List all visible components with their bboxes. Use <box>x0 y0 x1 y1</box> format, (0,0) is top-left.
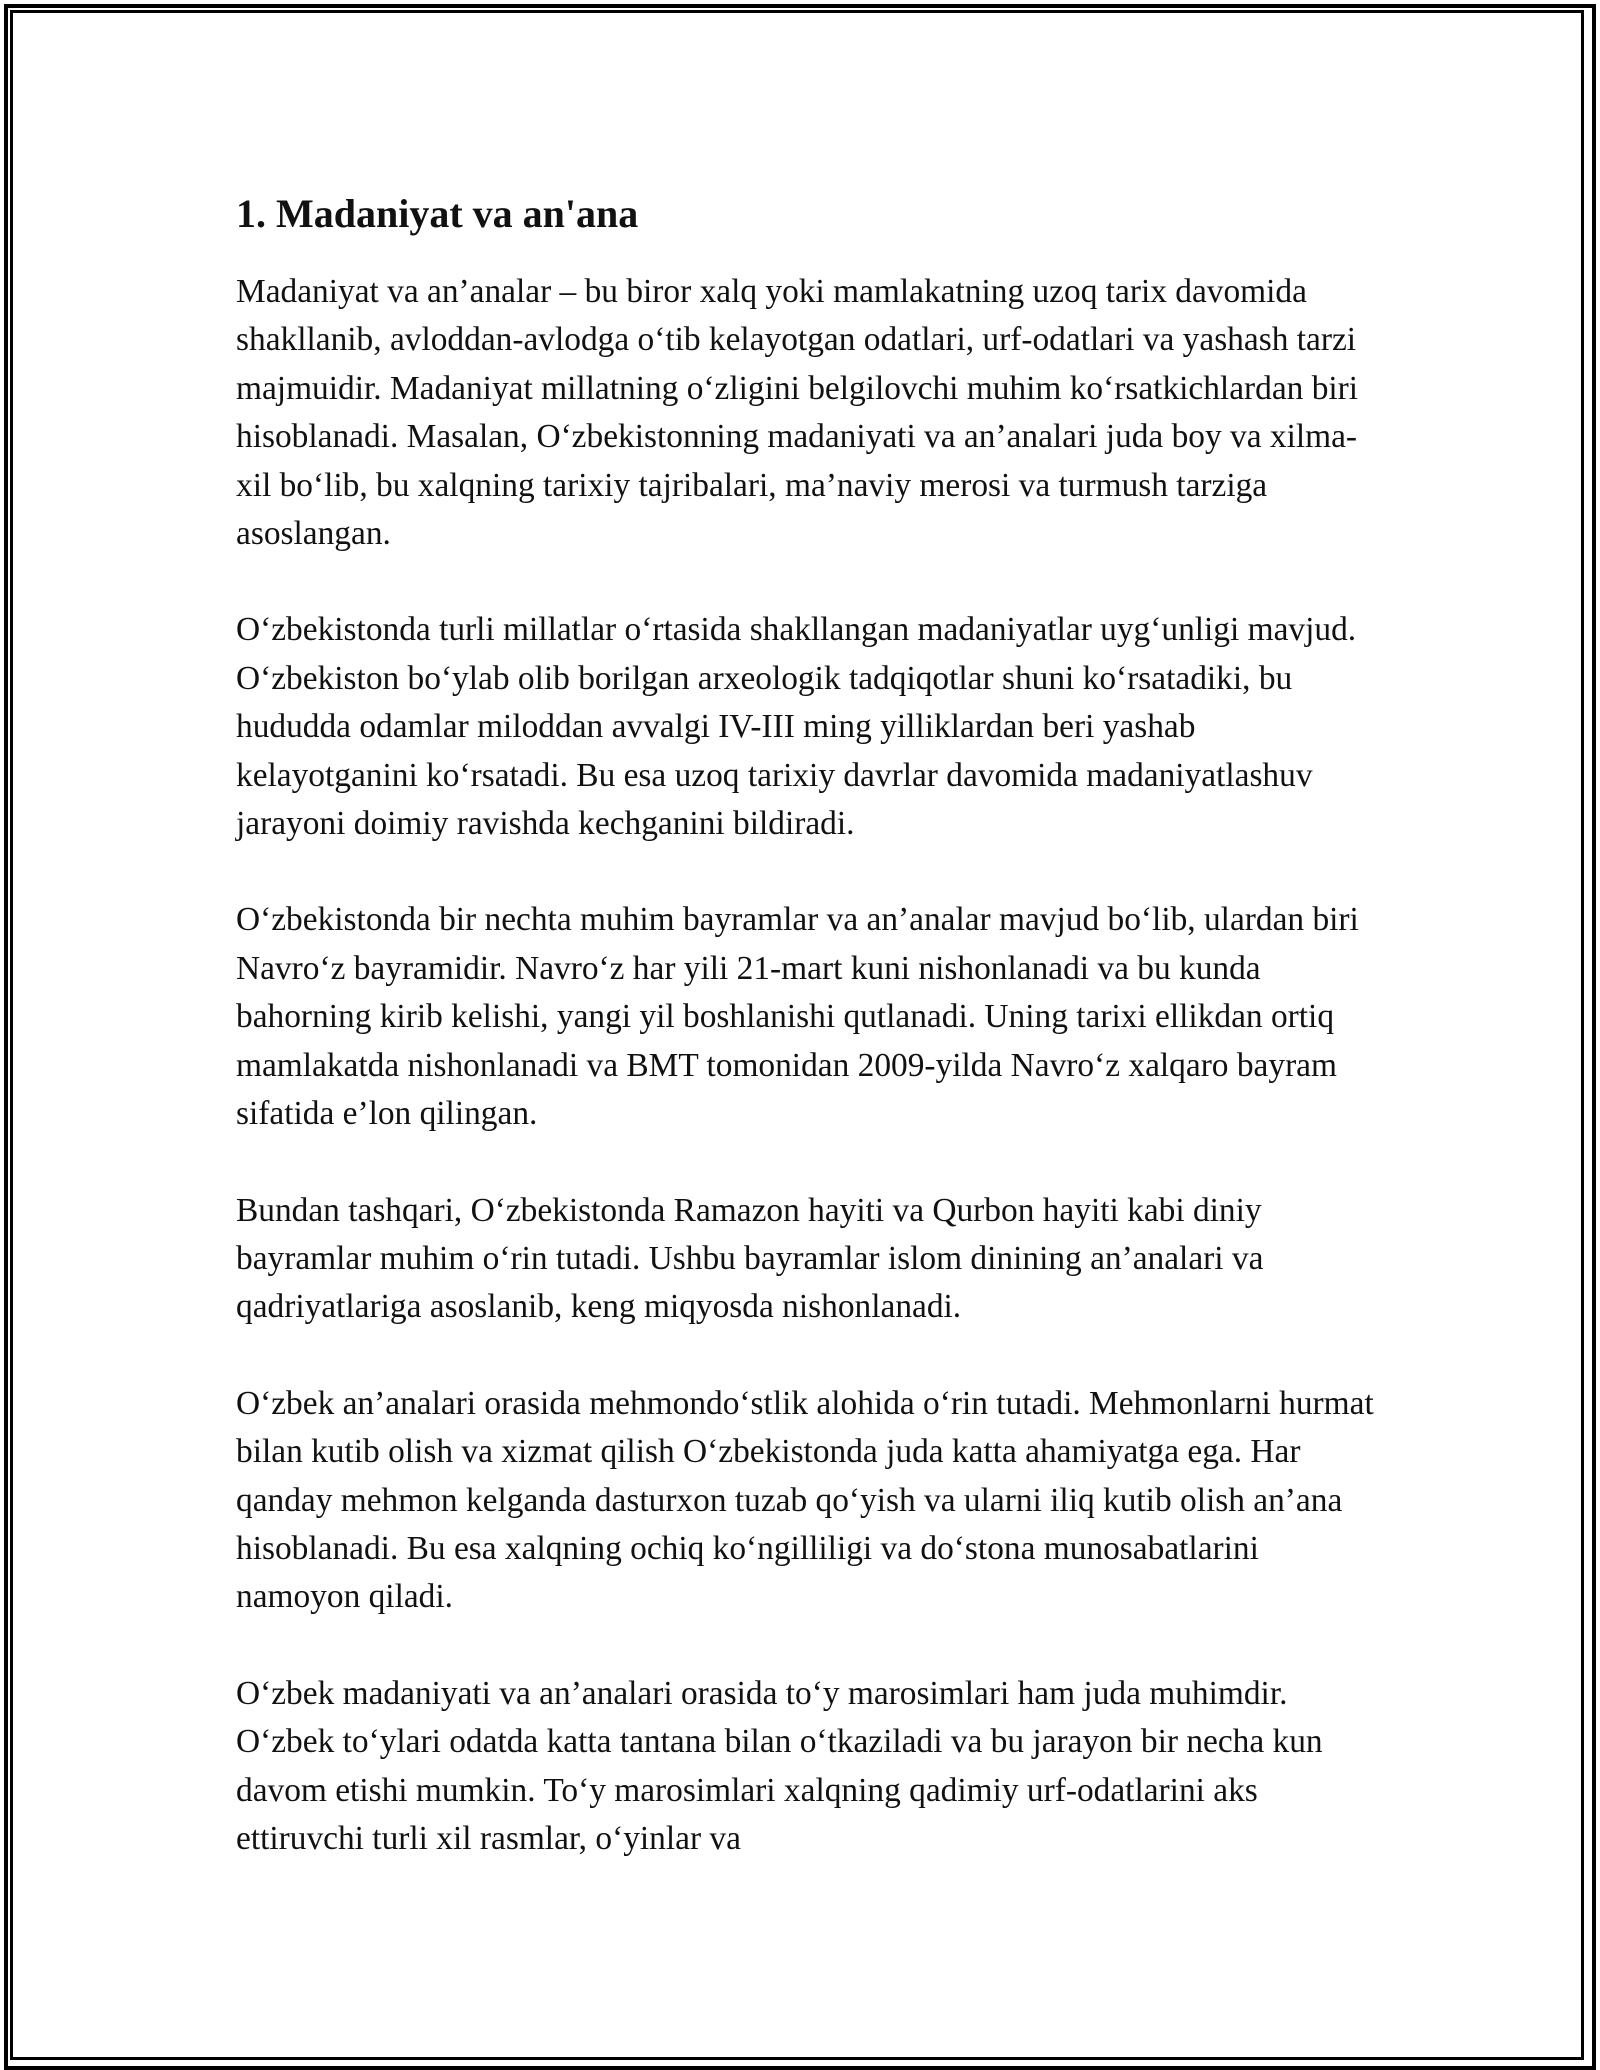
section-heading: 1. Madaniyat va an'ana <box>236 191 639 236</box>
paragraph-5: O‘zbek an’analari orasida mehmondo‘stlik alohida o‘rin tutadi. Mehmonlarni hurmat bilan kutib olish va xizmat qilish O‘zbekistonda juda katta ahamiyatga ega. Har qanday mehmon kelganda dasturxon tuzab qo‘yish va ularni iliq kutib olish an’ana hisoblanadi. Bu esa xalqning ochiq ko‘ngilliligi va do‘stona munosabatlarini namoyon qiladi. <box>236 1384 1374 1616</box>
paragraph-3: O‘zbekistonda bir nechta muhim bayramlar va an’analar mavjud bo‘lib, ulardan biri Navro‘z bayramidir. Navro‘z har yili 21-mart kuni nishonlanadi va bu kunda bahorning kirib kelishi, yangi yil boshlanishi qutlanadi. Uning tarixi ellikdan ortiq mamlakatda nishonlanadi va BMT tomonidan 2009-yilda Navro‘z xalqaro bayram sifatida e’lon qilingan. <box>236 901 1359 1133</box>
paragraph-1: Madaniyat va an’analar – bu biror xalq yoki mamlakatning uzoq tarix davomida shakllanib, avloddan-avlodga o‘tib kelayotgan odatlari, urf-odatlari va yashash tarzi majmuidir. Madaniyat millatning o‘zligini belgilovchi muhim ko‘rsatkichlardan biri hisoblanadi. Masalan, O‘zbekistonning madaniyati va an’analari juda boy va xilma-xil bo‘lib, bu xalqning tarixiy tajribalari, ma’naviy merosi va turmush tarziga asoslangan. <box>236 273 1359 553</box>
paragraph-4: Bundan tashqari, O‘zbekistonda Ramazon hayiti va Qurbon hayiti kabi diniy bayramlar muhim o‘rin tutadi. Ushbu bayramlar islom dinining an’analari va qadriyatlariga asoslanib, keng miqyosda nishonlanadi. <box>236 1191 1264 1326</box>
paragraph-2: O‘zbekistonda turli millatlar o‘rtasida shakllangan madaniyatlar uyg‘unligi mavjud. O‘zbekiston bo‘ylab olib borilgan arxeologik tadqiqotlar shuni ko‘rsatadiki, bu hududda odamlar miloddan avvalgi IV-III ming yilliklardan beri yashab kelayotganini ko‘rsatadi. Bu esa uzoq tarixiy davrlar davomida madaniyatlashuv jarayoni doimiy ravishda kechganini bildiradi. <box>236 611 1357 843</box>
paragraph-6: O‘zbek madaniyati va an’analari orasida to‘y marosimlari ham juda muhimdir. O‘zbek to‘ylari odatda katta tantana bilan o‘tkaziladi va bu jarayon bir necha kun davom etishi mumkin. To‘y marosimlari xalqning qadimiy urf-odatlarini aks ettiruvchi turli xil rasmlar, o‘yinlar va <box>236 1674 1323 1857</box>
document-body <box>236 186 1376 1911</box>
